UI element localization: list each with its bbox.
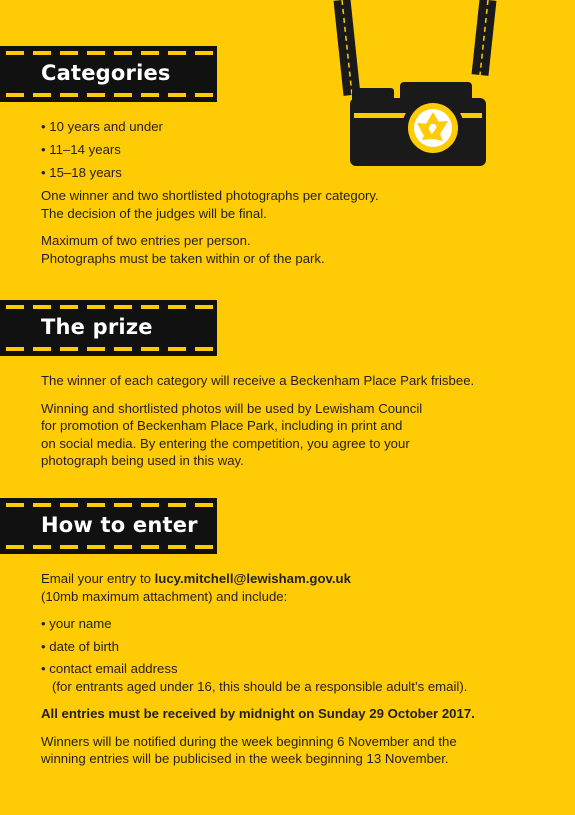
- list-item: • 10 years and under: [41, 118, 555, 136]
- prize-line: for promotion of Beckenham Place Park, including in print and: [41, 418, 403, 433]
- banner-dashes: [6, 93, 217, 97]
- prize-line: Winning and shortlisted photos will be used by Lewisham Council: [41, 400, 423, 416]
- enter-heading: How to enter: [41, 513, 198, 537]
- prize-line: photograph being used in this way.: [41, 453, 244, 468]
- deadline-text: All entries must be received by midnight on Sunday 29 October 2017.: [41, 706, 475, 721]
- prize-line: on social media. By entering the competition, you agree to your: [41, 435, 410, 451]
- winners-line: Winners will be notified during the week beginning 6 November and the: [41, 733, 457, 749]
- winners-line: winning entries will be publicised in the week beginning 13 November.: [41, 751, 449, 766]
- list-item: • your name: [41, 615, 555, 633]
- categories-rules: [41, 187, 555, 267]
- banner-dashes: [6, 305, 217, 309]
- email-prefix: Email your entry to: [41, 571, 155, 586]
- banner-dashes: [6, 51, 217, 55]
- under-16-note: (for entrants aged under 16, this should be a responsible adult’s email).: [52, 678, 468, 694]
- email-link[interactable]: lucy.mitchell@lewisham.gov.uk: [154, 571, 351, 586]
- list-item: • 11–14 years: [41, 141, 555, 159]
- enter-banner: [0, 498, 217, 554]
- banner-dashes: [6, 545, 217, 549]
- prize-heading: The prize: [41, 315, 153, 339]
- attachment-line: (10mb maximum attachment) and include:: [41, 588, 288, 604]
- categories-heading: Categories: [41, 61, 171, 85]
- rule-line: The decision of the judges will be final.: [41, 205, 267, 221]
- enter-text: [41, 570, 555, 768]
- rule-line: Maximum of two entries per person.: [41, 233, 251, 248]
- rule-line: Photographs must be taken within or of the park.: [41, 250, 325, 266]
- categories-banner: [0, 46, 217, 102]
- banner-dashes: [6, 347, 217, 351]
- prize-text: [41, 372, 555, 470]
- prize-banner: [0, 300, 217, 356]
- rule-line: One winner and two shortlisted photographs per category.: [41, 188, 379, 203]
- list-item: • date of birth: [41, 638, 555, 656]
- email-line: [41, 570, 555, 588]
- list-item: • 15–18 years: [41, 164, 555, 182]
- banner-dashes: [6, 503, 217, 507]
- list-item: • contact email address: [41, 660, 555, 678]
- categories-list: [41, 118, 555, 182]
- prize-paragraph: The winner of each category will receive a Beckenham Place Park frisbee.: [41, 373, 475, 388]
